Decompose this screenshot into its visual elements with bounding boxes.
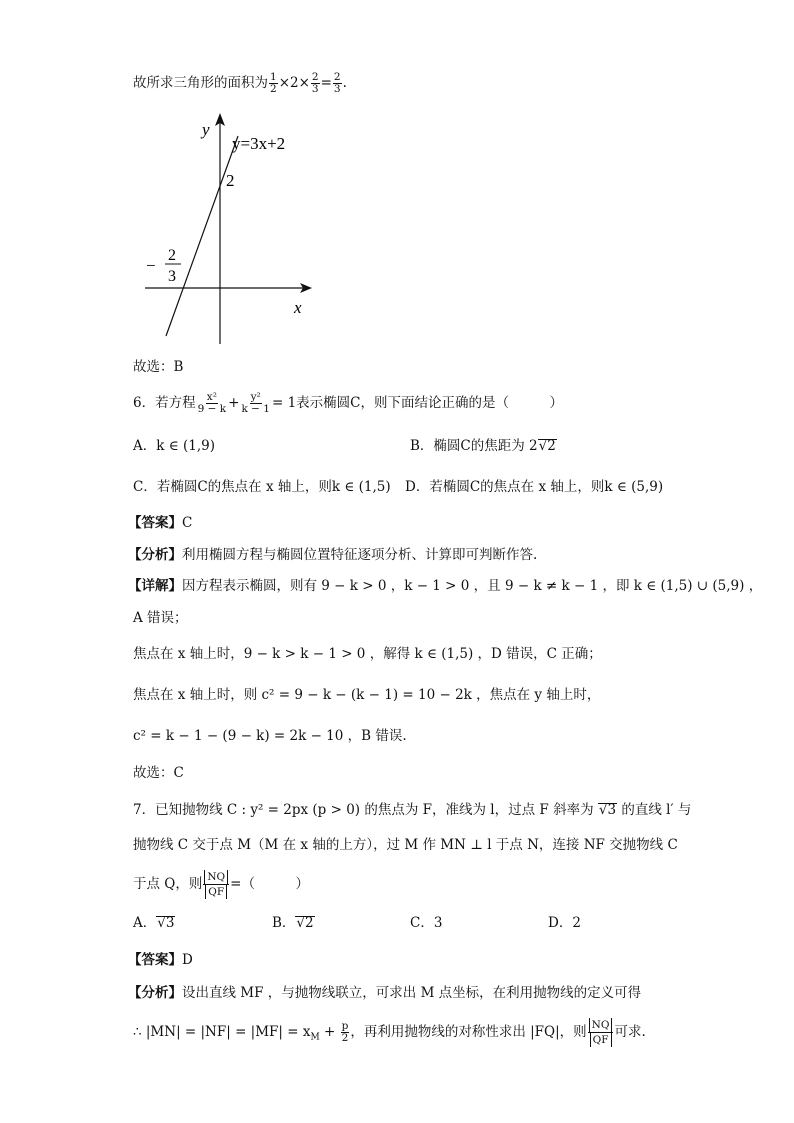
- sqrt-icon: √2: [296, 915, 314, 931]
- q6-detail-2: A 错误；: [133, 610, 188, 626]
- q7-option-b: B．√2: [272, 915, 314, 931]
- line-graph-figure: [140, 108, 340, 348]
- x-axis-label: x: [294, 298, 302, 317]
- graph-line: [166, 136, 238, 336]
- q6-option-b: B．椭圆C的焦距为 2√2: [410, 438, 556, 454]
- q7-analysis-ratio-fraction: $\frac{NQ}{QF}$: [588, 1018, 614, 1047]
- fraction-result: $\frac{2}{3}$: [333, 71, 341, 95]
- q7-option-a: A．√3: [133, 915, 175, 931]
- q6-conclusion: 故选：C: [133, 765, 184, 781]
- fraction-two-thirds: $\frac{2}{3}$: [311, 71, 319, 95]
- fraction-half: $\frac{1}{2}$: [270, 71, 277, 95]
- q7-answer: 【答案】D: [128, 952, 193, 968]
- x-intercept-den: 3: [168, 268, 176, 285]
- y-intercept-label: 2: [226, 171, 235, 190]
- q7-analysis-2: ∴ $|MN| = |NF| = |MF| = x_M$ + $\frac{p}{2}$ ，再利用抛物线的对称性求出 |FQ|，则 $\frac{NQ}{QF}$ 可求.: [133, 1019, 646, 1046]
- x-intercept-num: 2: [168, 247, 176, 264]
- q5-conclusion: 故选：B: [133, 359, 184, 375]
- q6-stem: 6．若方程 $\frac{\text{x²}}{9 - k}$ + $\frac{\text{y²}}{k - 1}$ = 1表示椭圆C，则下面结论正确的是（ ）: [133, 391, 563, 415]
- x-intercept-sign: −: [146, 256, 156, 275]
- y-axis-label: y: [202, 120, 210, 139]
- q7-option-d: D．2: [548, 915, 581, 931]
- line-label: y=3x+2: [232, 134, 286, 153]
- q6-detail-4: 焦点在 x 轴上时，则 c² = 9 − k − (k − 1) = 10 − 2k ，焦点在 y 轴上时，: [133, 687, 601, 703]
- sqrt-icon: √3: [598, 802, 617, 818]
- q6-option-c: C．若椭圆C的焦点在 x 轴上，则k ∈ (1,5): [133, 479, 391, 495]
- q7-stem-2: 抛物线 C 交于点 M（M 在 x 轴的上方），过 M 作 MN ⊥ l 于点 N，连接 NF 交抛物线 C: [133, 837, 678, 853]
- intro-line: 故所求三角形的面积为 $\frac{1}{2}$ ×2× $\frac{2}{3}$ = $\frac{2}{3}$ .: [133, 71, 347, 95]
- q7-half-p-fraction: $\frac{p}{2}$: [341, 1020, 349, 1044]
- q6-detail-3: 焦点在 x 轴上时，9 − k > k − 1 > 0 ，解得 k ∈ (1,5) ，D 错误，C 正确；: [133, 646, 602, 662]
- sqrt-icon: √3: [157, 915, 175, 931]
- q7-option-c: C．3: [410, 915, 443, 931]
- q6-option-d: D．若椭圆C的焦点在 x 轴上，则k ∈ (5,9): [405, 479, 664, 495]
- q6-analysis: 【分析】利用椭圆方程与椭圆位置特征逐项分析、计算即可判断作答.: [128, 547, 538, 563]
- q6-detail-1: 【详解】因方程表示椭圆，则有 9 − k > 0 ，k − 1 > 0 ，且 9 − k ≠ k − 1 ，即 k ∈ (1,5) ∪ (5,9) ，: [128, 578, 763, 594]
- sqrt-icon: √2: [538, 438, 556, 454]
- q6-answer: 【答案】C: [128, 515, 193, 531]
- q6-option-a: A．k ∈ (1,9): [133, 438, 216, 454]
- q7-ratio-fraction: $\frac{NQ}{QF}$: [203, 870, 229, 899]
- q6-fraction-y: $\frac{\text{y²}}{k - 1}$: [241, 391, 270, 415]
- intro-text: 故所求三角形的面积为: [133, 75, 268, 91]
- q6-fraction-x: $\frac{\text{x²}}{9 - k}$: [197, 391, 227, 415]
- q7-stem-3: 于点 Q，则 $\frac{NQ}{QF}$ =（ ）: [133, 871, 309, 898]
- q6-detail-5: c² = k − 1 − (9 − k) = 2k − 10 ，B 错误.: [133, 728, 407, 744]
- q7-stem-1: 7．已知抛物线 C : y² = 2px (p > 0) 的焦点为 F，准线为 l，过点 F 斜率为 √3 的直线 l′ 与: [133, 802, 692, 818]
- q7-analysis-1: 【分析】设出直线 MF ，与抛物线联立，可求出 M 点坐标，在利用抛物线的定义可得: [128, 985, 642, 1001]
